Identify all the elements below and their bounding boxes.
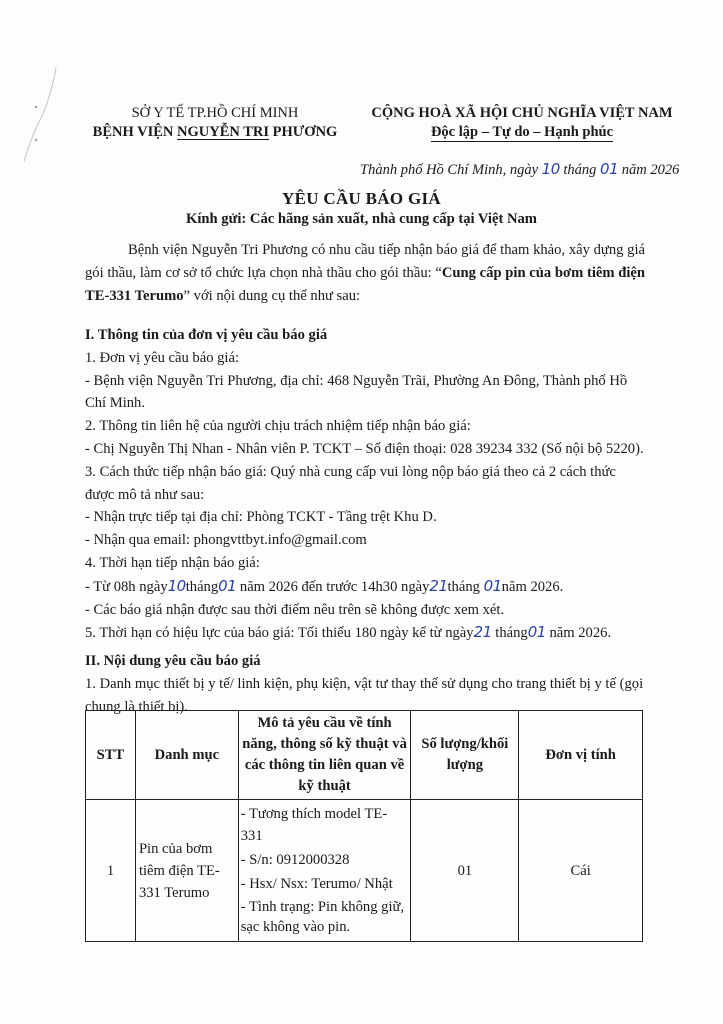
desc-compatibility: - Tương thích model TE-331 bbox=[240, 806, 388, 844]
item-2-detail: - Chị Nguyễn Thị Nhan - Nhân viên P. TCKT – Số điện thoại: 028 39234 332 (Số nội bộ 5220). bbox=[85, 440, 644, 457]
handwritten-from-day: 10 bbox=[167, 576, 186, 595]
handwritten-from-month: 01 bbox=[218, 576, 237, 595]
header-name: Danh mục bbox=[135, 711, 238, 800]
item-5-validity: 5. Thời hạn có hiệu lực của báo giá: Tối thiểu 180 ngày kể từ ngày21 tháng01 năm 2026. bbox=[85, 623, 612, 642]
item-4-label: 4. Thời hạn tiếp nhận báo giá: bbox=[85, 554, 260, 571]
section-requester-info bbox=[85, 324, 645, 645]
desc-manufacturer: - Hsx/ Nsx: Terumo/ Nhật bbox=[240, 876, 393, 892]
nation-name: CỘNG HOÀ XÃ HỘI CHỦ NGHĨA VIỆT NAM bbox=[371, 105, 673, 121]
package-name: Cung cấp pin của bơm tiêm điện TE-331 Terumo bbox=[85, 264, 645, 304]
scan-mark-decoration bbox=[10, 60, 70, 170]
header-left-block bbox=[70, 104, 360, 142]
section-2-title: II. Nội dung yêu cầu báo giá bbox=[85, 653, 261, 669]
header-qty: Số lượng/khối lượng bbox=[411, 711, 519, 800]
items-table bbox=[85, 710, 643, 942]
cell-stt: 1 bbox=[86, 800, 136, 942]
desc-condition: - Tình trạng: Pin không giữ, sạc không vào pin. bbox=[240, 899, 405, 935]
header-desc: Mô tả yêu cầu về tính năng, thông số kỹ thuật và các thông tin liên quan về kỹ thuật bbox=[238, 711, 411, 800]
item-4-note: - Các báo giá nhận được sau thời điểm nêu trên sẽ không được xem xét. bbox=[85, 601, 505, 618]
item-1-detail: - Bệnh viện Nguyễn Tri Phương, địa chỉ: 468 Nguyễn Trãi, Phường An Đông, Thành phố Hồ Chí Minh. bbox=[85, 372, 628, 412]
document-title: YÊU CẦU BÁO GIÁ bbox=[282, 189, 441, 208]
item-3-label: 3. Cách thức tiếp nhận báo giá: Quý nhà cung cấp vui lòng nộp báo giá theo cả 2 cách thức được mô tả như sau: bbox=[85, 463, 616, 503]
cell-desc bbox=[238, 800, 411, 942]
table-header-row bbox=[86, 711, 643, 800]
handwritten-month: 01 bbox=[600, 160, 619, 178]
item-1-label: 1. Đơn vị yêu cầu báo giá: bbox=[85, 349, 240, 366]
section-request-content bbox=[85, 650, 645, 718]
handwritten-to-day: 21 bbox=[429, 576, 448, 595]
handwritten-validity-month: 01 bbox=[527, 623, 546, 642]
item-3-email: - Nhận qua email: phongvttbyt.info@gmail.com bbox=[85, 532, 367, 549]
header-unit: Đơn vị tính bbox=[519, 711, 643, 800]
handwritten-to-month: 01 bbox=[483, 576, 502, 595]
header-right-block bbox=[352, 104, 692, 142]
document-recipient: Kính gửi: Các hãng sản xuất, nhà cung cấp tại Việt Nam bbox=[186, 211, 537, 227]
item-2-label: 2. Thông tin liên hệ của người chịu trách nhiệm tiếp nhận báo giá: bbox=[85, 418, 471, 435]
cell-unit: Cái bbox=[519, 800, 643, 942]
cell-name: Pin của bơm tiêm điện TE-331 Terumo bbox=[135, 800, 238, 942]
handwritten-day: 10 bbox=[541, 160, 560, 178]
department-name: SỞ Y TẾ TP.HỒ CHÍ MINH bbox=[131, 105, 299, 121]
dateline: Thành phố Hồ Chí Minh, ngày 10 tháng 01 năm 2026 bbox=[360, 160, 680, 178]
desc-serial: - S/n: 0912000328 bbox=[240, 852, 350, 868]
section-1-title: I. Thông tin của đơn vị yêu cầu báo giá bbox=[85, 327, 328, 343]
item-3-direct: - Nhận trực tiếp tại địa chỉ: Phòng TCKT - Tầng trệt Khu D. bbox=[85, 509, 437, 526]
handwritten-validity-day: 21 bbox=[473, 623, 492, 642]
item-4-period: - Từ 08h ngày10tháng01 năm 2026 đến trước 14h30 ngày21tháng 01năm 2026. bbox=[85, 576, 564, 595]
hospital-name: BỆNH VIỆN NGUYỄN TRI PHƯƠNG bbox=[92, 124, 338, 140]
cell-qty: 01 bbox=[411, 800, 519, 942]
section-2-item-1-label: 1. Danh mục thiết bị y tế/ linh kiện, phụ kiện, vật tư thay thế sử dụng cho trang thiết bị y tế (gọi chung là thiết bị). bbox=[85, 675, 644, 715]
header-stt: STT bbox=[86, 711, 136, 800]
intro-paragraph: Bệnh viện Nguyễn Tri Phương có nhu cầu tiếp nhận báo giá để tham khảo, xây dựng giá gói thầu, làm cơ sở tổ chức lựa chọn nhà thầu cho gói thầu: “Cung cấp pin của bơm tiêm điện TE-331 Terumo” với nội dung cụ thể như sau: bbox=[85, 242, 645, 304]
national-motto: Độc lập – Tự do – Hạnh phúc bbox=[430, 124, 614, 140]
table-row bbox=[86, 800, 643, 942]
